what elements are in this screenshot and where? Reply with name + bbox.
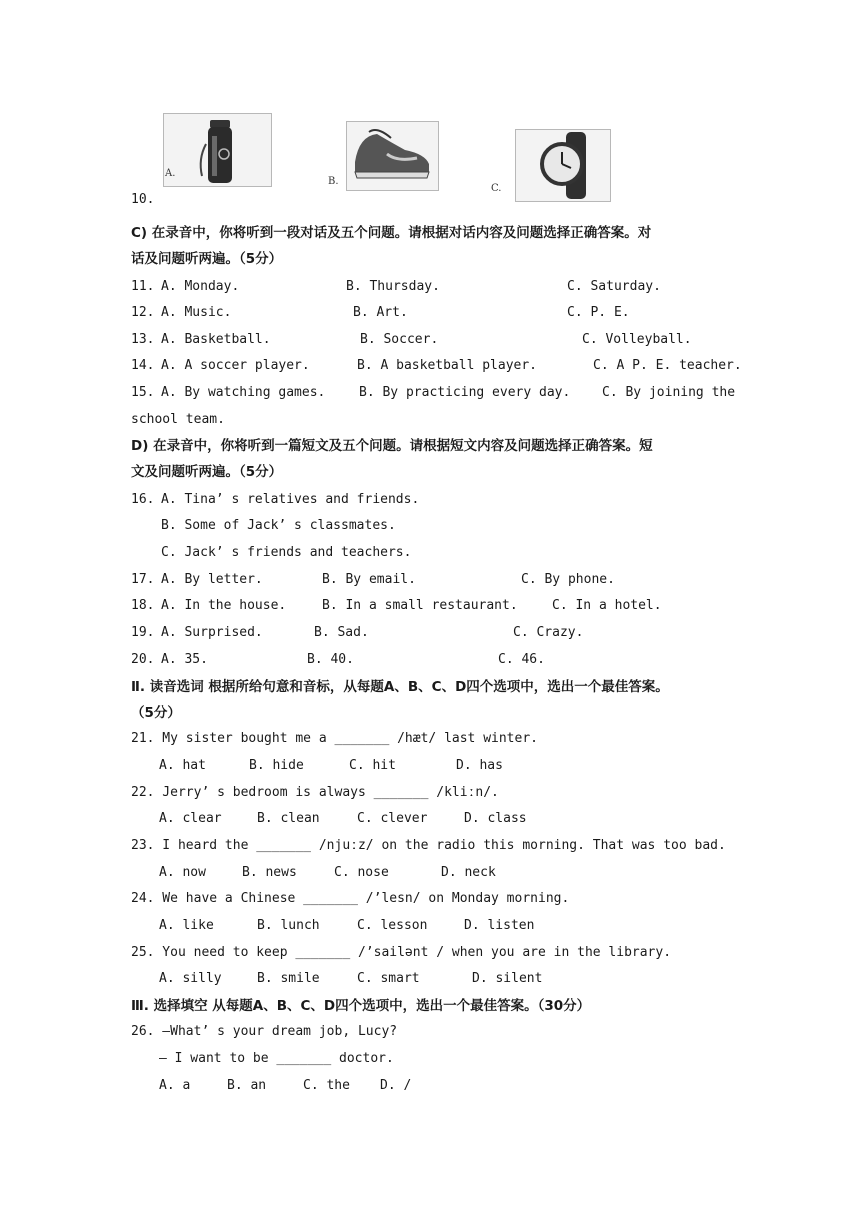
question-number: 20. <box>131 652 155 667</box>
option-c: C. Jack’ s friends and teachers. <box>161 545 412 560</box>
question-number: 14. <box>131 358 155 373</box>
question-stem: 24. We have a Chinese _______ /’lesn/ on Monday morning. <box>131 891 570 906</box>
option-c: C. By joining the <box>602 385 736 400</box>
option-c: C. P. E. <box>567 305 630 320</box>
section-3-heading: Ⅲ. 选择填空 从每题A、B、C、D四个选项中，选出一个最佳答案。（30分） <box>131 998 591 1014</box>
option-b: B. By practicing every day. <box>359 385 571 400</box>
question-number: 11. <box>131 279 155 294</box>
option-a: A. In the house. <box>161 598 287 613</box>
option-b: B. Sad. <box>314 625 369 640</box>
option-b: B. Some of Jack’ s classmates. <box>161 518 396 533</box>
option-a: A. hat <box>159 758 206 773</box>
option-a-picture <box>163 113 272 187</box>
option-d: D. / <box>380 1078 412 1093</box>
option-c: C. By phone. <box>521 572 615 587</box>
option-b-picture <box>346 121 439 191</box>
sneakers-icon <box>347 122 438 190</box>
section-c-heading-line2: 话及问题听两遍。（5分） <box>131 251 283 267</box>
option-d: D. class <box>464 811 527 826</box>
option-c: C. 46. <box>498 652 545 667</box>
option-b-label: B. <box>328 176 339 187</box>
option-c-label: C. <box>491 183 502 194</box>
question-stem: 21. My sister bought me a _______ /hæt/ last winter. <box>131 731 538 746</box>
option-d: D. neck <box>441 865 496 880</box>
option-c: C. Crazy. <box>513 625 584 640</box>
option-b: B. In a small restaurant. <box>322 598 518 613</box>
option-c: C. A P. E. teacher. <box>593 358 742 373</box>
option-a: A. like <box>159 918 214 933</box>
option-b: B. lunch <box>257 918 320 933</box>
option-a: A. Monday. <box>161 279 240 294</box>
question-stem-reply: — I want to be _______ doctor. <box>159 1051 394 1066</box>
option-c: C. In a hotel. <box>552 598 662 613</box>
option-a: A. Tina’ s relatives and friends. <box>161 492 420 507</box>
option-b: B. news <box>242 865 297 880</box>
question-number: 16. <box>131 492 155 507</box>
option-b: B. smile <box>257 971 320 986</box>
question-stem: 23. I heard the _______ /njuːz/ on the radio this morning. That was too bad. <box>131 838 726 853</box>
option-a: A. Music. <box>161 305 232 320</box>
option-b: B. an <box>227 1078 267 1093</box>
option-d: D. silent <box>472 971 543 986</box>
thermos-bottle-icon <box>164 114 271 186</box>
section-c-heading-line1: C) 在录音中，你将听到一段对话及五个问题。请根据对话内容及问题选择正确答案。对 <box>131 225 652 241</box>
section-d-heading-line1: D) 在录音中，你将听到一篇短文及五个问题。请根据短文内容及问题选择正确答案。短 <box>131 438 653 454</box>
option-d: D. has <box>456 758 503 773</box>
question-number: 12. <box>131 305 155 320</box>
option-a: A. By letter. <box>161 572 263 587</box>
option-c: C. nose <box>334 865 389 880</box>
question-stem: 22. Jerry’ s bedroom is always _______ /kliːn/. <box>131 785 499 800</box>
option-c: C. Volleyball. <box>582 332 692 347</box>
question-stem: 25. You need to keep _______ /’sailənt / when you are in the library. <box>131 945 672 960</box>
option-a: A. silly <box>159 971 222 986</box>
option-a-label: A. <box>165 168 176 179</box>
option-a: A. By watching games. <box>161 385 326 400</box>
option-b: B. Art. <box>353 305 408 320</box>
option-b: B. By email. <box>322 572 416 587</box>
question-number: 18. <box>131 598 155 613</box>
option-c-picture <box>515 129 611 202</box>
option-a: A. now <box>159 865 206 880</box>
option-a: A. clear <box>159 811 222 826</box>
option-b: B. 40. <box>307 652 354 667</box>
wristwatch-icon <box>516 130 610 201</box>
section-d-heading-line2: 文及问题听两遍。（5分） <box>131 464 283 480</box>
option-c-continuation: school team. <box>131 412 225 427</box>
option-b: B. Thursday. <box>346 279 440 294</box>
section-2-heading-line2: （5分） <box>131 705 181 721</box>
option-c: C. clever <box>357 811 428 826</box>
option-a: A. A soccer player. <box>161 358 310 373</box>
option-a: A. a <box>159 1078 191 1093</box>
option-c: C. the <box>303 1078 350 1093</box>
option-c: C. smart <box>357 971 420 986</box>
option-a: A. Basketball. <box>161 332 271 347</box>
question-number: 13. <box>131 332 155 347</box>
option-b: B. Soccer. <box>360 332 439 347</box>
question-stem: 26. —What’ s your dream job, Lucy? <box>131 1024 398 1039</box>
question-number: 17. <box>131 572 155 587</box>
option-c: C. lesson <box>357 918 428 933</box>
option-d: D. listen <box>464 918 535 933</box>
option-c: C. Saturday. <box>567 279 661 294</box>
option-b: B. A basketball player. <box>357 358 538 373</box>
option-a: A. 35. <box>161 652 208 667</box>
section-2-heading-line1: Ⅱ. 读音选词 根据所给句意和音标，从每题A、B、C、D四个选项中，选出一个最佳答案。 <box>131 679 669 695</box>
question-10-number: 10. <box>131 192 155 207</box>
question-number: 15. <box>131 385 155 400</box>
option-b: B. clean <box>257 811 320 826</box>
question-number: 19. <box>131 625 155 640</box>
option-b: B. hide <box>249 758 304 773</box>
option-c: C. hit <box>349 758 396 773</box>
option-a: A. Surprised. <box>161 625 263 640</box>
